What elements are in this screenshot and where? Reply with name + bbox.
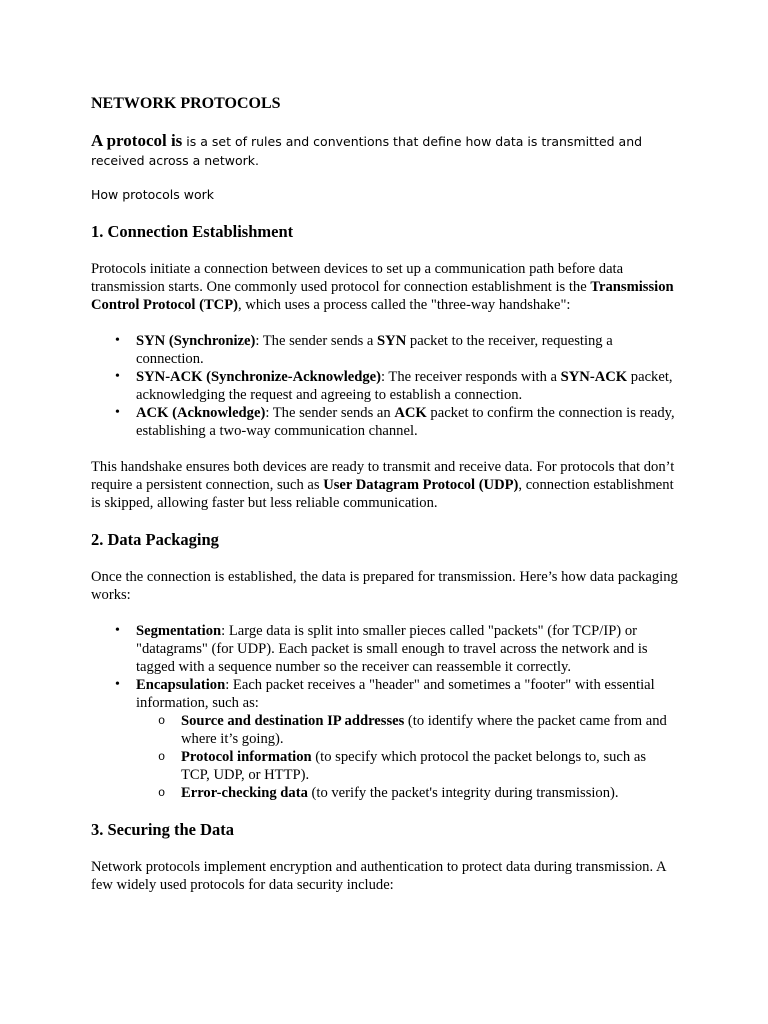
- item-term: Encapsulation: [136, 677, 226, 693]
- how-protocols-work-label: How protocols work: [91, 187, 214, 202]
- text-run: : Large data is split into smaller pieces called "packets" (for TCP/IP) or "datagrams" (for UDP). Each packet is small enough to travel across the network and is tagged with a sequence number so the receiver can reassemble it correctly.: [136, 623, 648, 675]
- bullet-marker: •: [115, 623, 120, 638]
- text-run: packet to the receiver, requesting a connection.: [136, 333, 613, 367]
- udp-term: User Datagram Protocol (UDP): [323, 477, 519, 493]
- bullet-marker: •: [115, 405, 120, 420]
- item-term: Segmentation: [136, 623, 222, 639]
- tcp-term: Transmission Control Protocol (TCP): [91, 279, 674, 313]
- item-term: Error-checking data: [181, 785, 308, 801]
- text-run: : The receiver responds with a: [380, 369, 561, 385]
- packaging-list: [91, 622, 678, 802]
- text-run: , connection establishment is skipped, allowing faster but less reliable communication.: [91, 477, 674, 511]
- sub-bullet-marker: o: [158, 750, 166, 764]
- section-3-heading: 3. Securing the Data: [91, 820, 234, 839]
- list-item: [115, 368, 678, 404]
- text-run: (to verify the packet's integrity during transmission).: [307, 785, 619, 801]
- section-3-paragraph-1: Network protocols implement encryption and authentication to protect data during transmission. A few widely used protocols for data security include:: [91, 859, 666, 893]
- text-run: packet to confirm the connection is ready, establishing a two-way communication channel.: [136, 405, 675, 439]
- text-run: : The sender sends a: [255, 333, 378, 349]
- item-term: Source and destination IP addresses: [181, 713, 405, 729]
- text-run: (to specify which protocol the packet belongs to, such as TCP, UDP, or HTTP).: [181, 749, 647, 783]
- sub-list-item: [158, 712, 678, 748]
- text-run: , which uses a process called the "three-way handshake":: [238, 297, 571, 313]
- bullet-marker: •: [115, 677, 120, 692]
- list-item: [115, 332, 678, 368]
- intro-lead: A protocol is: [91, 131, 183, 150]
- section-1-paragraph-1: [91, 260, 678, 314]
- item-term: SYN (Synchronize): [136, 333, 256, 349]
- sub-bullet-marker: o: [158, 714, 166, 728]
- text-run: : Each packet receives a "header" and sometimes a "footer" with essential information, such as:: [136, 677, 655, 711]
- text-run: : The sender sends an: [265, 405, 395, 421]
- list-item: [115, 404, 678, 440]
- sub-bullet-marker: o: [158, 786, 166, 800]
- section-2-paragraph-1: Once the connection is established, the data is prepared for transmission. Here’s how data packaging works:: [91, 569, 678, 603]
- bullet-marker: •: [115, 333, 120, 348]
- item-term: SYN-ACK (Synchronize-Acknowledge): [136, 369, 381, 385]
- sub-list-item: [158, 784, 678, 802]
- intro-text: is a set of rules and conventions that define how data is transmitted and received across a network.: [91, 134, 643, 168]
- item-keyword: SYN-ACK: [560, 369, 628, 385]
- list-item: [115, 622, 678, 676]
- item-keyword: ACK: [394, 405, 427, 421]
- section-2-heading: 2. Data Packaging: [91, 530, 219, 549]
- item-keyword: SYN: [377, 333, 407, 349]
- item-term: Protocol information: [181, 749, 312, 765]
- section-1-heading: 1. Connection Establishment: [91, 222, 294, 241]
- section-1-paragraph-2: [91, 458, 678, 512]
- handshake-list: [91, 332, 678, 440]
- header-info-sublist: [136, 712, 678, 802]
- intro-paragraph: [91, 131, 678, 170]
- bullet-marker: •: [115, 369, 120, 384]
- list-item: [115, 676, 678, 802]
- text-run: Protocols initiate a connection between devices to set up a communication path before data transmission starts. One commonly used protocol for connection establishment is the: [91, 261, 624, 295]
- sub-list-item: [158, 748, 678, 784]
- document-title: NETWORK PROTOCOLS: [91, 95, 281, 112]
- text-run: (to identify where the packet came from and where it’s going).: [181, 713, 667, 747]
- item-term: ACK (Acknowledge): [136, 405, 266, 421]
- text-run: This handshake ensures both devices are ready to transmit and receive data. For protocols that don’t require a persistent connection, such as: [91, 459, 675, 493]
- text-run: packet, acknowledging the request and agreeing to establish a connection.: [136, 369, 673, 403]
